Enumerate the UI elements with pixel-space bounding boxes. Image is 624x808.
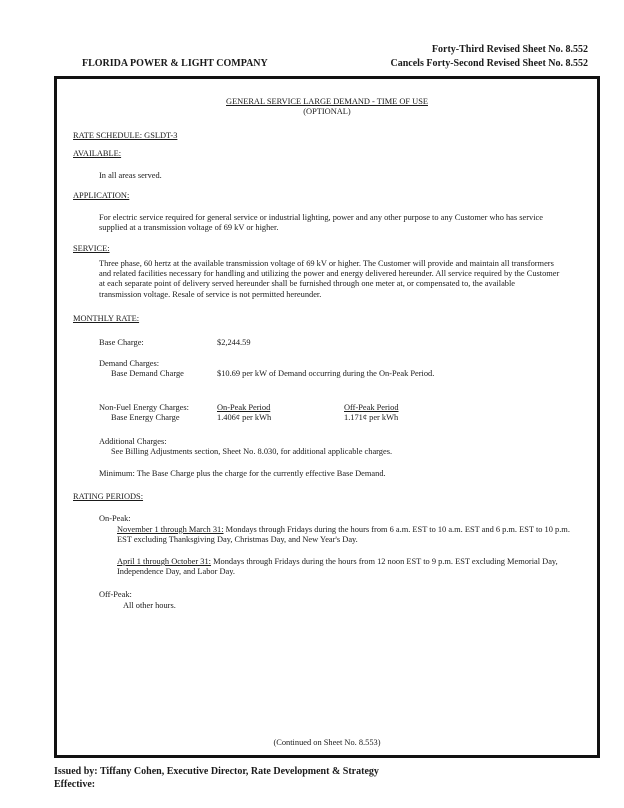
continued-note: (Continued on Sheet No. 8.553) bbox=[273, 738, 381, 747]
off-peak-label: Off-Peak: bbox=[99, 590, 132, 599]
on-peak-period-header: On-Peak Period bbox=[217, 403, 271, 412]
summer-period: April 1 through October 31: bbox=[117, 557, 211, 566]
on-peak-energy-value: 1.406¢ per kWh bbox=[217, 413, 272, 422]
winter-period: November 1 through March 31: bbox=[117, 525, 224, 534]
additional-charges-text: See Billing Adjustments section, Sheet No. 8.030, for additional applicable charges. bbox=[111, 447, 393, 456]
service-line: at each separate point of delivery served hereunder shall be furnished through one meter at, or compensated to, the available bbox=[99, 279, 516, 288]
base-charge-label: Base Charge: bbox=[99, 338, 144, 347]
service-line: transmission voltage. Resale of service is not permitted hereunder. bbox=[99, 290, 322, 299]
issued-by: Issued by: Tiffany Cohen, Executive Director, Rate Development & Strategy bbox=[54, 766, 379, 777]
service-heading: SERVICE: bbox=[73, 244, 110, 253]
winter-rating-line: EST excluding Thanksgiving Day, Christmas Day, and New Year's Day. bbox=[117, 535, 358, 544]
off-peak-energy-value: 1.171¢ per kWh bbox=[344, 413, 399, 422]
on-peak-label: On-Peak: bbox=[99, 514, 131, 523]
summer-rating-line: Independence Day, and Labor Day. bbox=[117, 567, 235, 576]
additional-charges-label: Additional Charges: bbox=[99, 437, 167, 446]
document-subtitle: (OPTIONAL) bbox=[303, 107, 351, 116]
sheet-revised: Forty-Third Revised Sheet No. 8.552 bbox=[431, 44, 588, 55]
base-energy-label: Base Energy Charge bbox=[111, 413, 180, 422]
service-line: and related facilities necessary for handling and utilizing the power and energy delivered hereunder. All service required by the Customer bbox=[99, 269, 560, 278]
off-peak-period-header: Off-Peak Period bbox=[344, 403, 399, 412]
minimum-charge-text: Minimum: The Base Charge plus the charge for the currently effective Base Demand. bbox=[99, 469, 386, 478]
summer-period-hours: Mondays through Fridays during the hours from 12 noon EST to 9 p.m. EST excluding Memorial Day, bbox=[210, 557, 558, 566]
tariff-sheet-frame bbox=[54, 76, 600, 758]
summer-rating-line bbox=[117, 557, 558, 568]
demand-charges-label: Demand Charges: bbox=[99, 359, 160, 368]
rate-schedule: RATE SCHEDULE: GSLDT-3 bbox=[73, 131, 178, 140]
winter-period-hours: Mondays through Fridays during the hours from 6 a.m. EST to 10 a.m. EST and 6 p.m. EST to 10 p.m. bbox=[223, 525, 570, 534]
nonfuel-energy-label: Non-Fuel Energy Charges: bbox=[99, 403, 189, 412]
company-name: FLORIDA POWER & LIGHT COMPANY bbox=[82, 58, 268, 69]
application-heading: APPLICATION: bbox=[73, 191, 130, 200]
winter-rating-line bbox=[117, 525, 570, 536]
base-charge-value: $2,244.59 bbox=[217, 338, 251, 347]
base-demand-value: $10.69 per kW of Demand occurring during the On-Peak Period. bbox=[217, 369, 435, 378]
sheet-cancels: Cancels Forty-Second Revised Sheet No. 8.552 bbox=[390, 58, 588, 69]
application-line: For electric service required for general service or industrial lighting, power and any other purpose to any Customer who has service bbox=[99, 213, 543, 222]
available-text: In all areas served. bbox=[99, 171, 162, 180]
base-demand-label: Base Demand Charge bbox=[111, 369, 184, 378]
application-line: supplied at a transmission voltage of 69 kV or higher. bbox=[99, 223, 279, 232]
available-heading: AVAILABLE: bbox=[73, 149, 122, 158]
service-line: Three phase, 60 hertz at the available transmission voltage of 69 kV or higher. The Customer will provide and maintain all transformers bbox=[99, 259, 554, 268]
monthly-rate-heading: MONTHLY RATE: bbox=[73, 314, 140, 323]
effective-date: Effective: bbox=[54, 779, 96, 790]
off-peak-text: All other hours. bbox=[123, 601, 176, 610]
rating-periods-heading: RATING PERIODS: bbox=[73, 492, 144, 501]
document-title: GENERAL SERVICE LARGE DEMAND - TIME OF USE bbox=[226, 97, 428, 106]
